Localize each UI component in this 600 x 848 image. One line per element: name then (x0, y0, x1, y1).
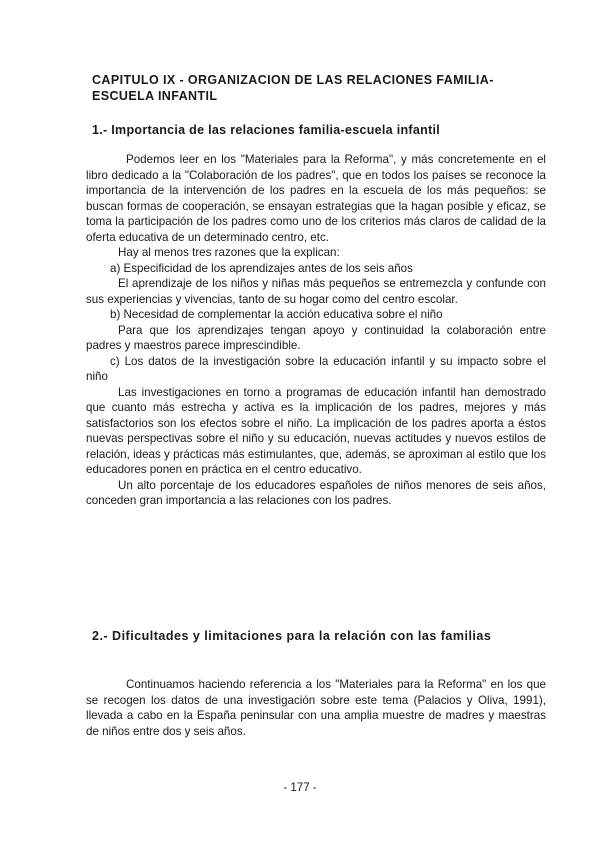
paragraph: Para que los aprendizajes tengan apoyo y continuidad la colaboración entre padres y maestros parece imprescindible. (86, 323, 546, 352)
paragraph: Un alto porcentaje de los educadores españoles de niños menores de seis años, conceden gran importancia a las relaciones con los padres. (86, 478, 546, 507)
section-2-body (86, 677, 546, 739)
section-2-heading: 2.- Dificultades y limitaciones para la relación con las familias (92, 629, 492, 643)
paragraph: Hay al menos tres razones que la explican: (118, 246, 340, 259)
list-item-b: b) Necesidad de complementar la acción educativa sobre el niño (110, 308, 443, 321)
chapter-title: CAPITULO IX - ORGANIZACION DE LAS RELACIONES FAMILIA-ESCUELA INFANTIL (92, 73, 494, 103)
list-item-c: c) Los datos de la investigación sobre la educación infantil y su impacto sobre el niño (86, 354, 546, 383)
paragraph: Las investigaciones en torno a programas de educación infantil han demostrado que cuanto más estrecha y activa es la implicación de los padres, mejores y más satisfactorios son los efectos sobre el niño. La implicación de los padres aporta a éstos nuevas perspectivas sobre el niño y su educación, nuevas actitudes y nuevos estilos de relación, ideas y prácticas más estimulantes, que, además, se aproximan al estilo que los educadores ponen en práctica en el centro educativo. (86, 385, 546, 476)
paragraph: Continuamos haciendo referencia a los "Materiales para la Reforma" en los que se recogen los datos de una investigación sobre este tema (Palacios y Oliva, 1991), llevada a cabo en la España peninsular con una amplia muestre de madres y maestras de niños entre dos y seis años. (86, 678, 546, 738)
page-number: - 177 - (283, 782, 317, 794)
section-1-heading: 1.- Importancia de las relaciones familia-escuela infantil (92, 123, 441, 137)
paragraph: El aprendizaje de los niños y niñas más pequeños se entremezcla y confunde con sus experiencias y vivencias, tanto de su hogar como del centro escolar. (86, 277, 546, 306)
paragraph: Podemos leer en los "Materiales para la Reforma", y más concretemente en el libro dedicado a la "Colaboración de los padres", que en todos los países se reconoce la importancia de la intervención de los padres en la escuela de los más pequeños: se buscan formas de cooperación, se ensayan estrategias que la hagan posible y eficaz, se toma la participación de los padres como uno de los criterios más claros de calidad de la oferta educativa de un determinado centro, etc. (86, 153, 546, 244)
list-item-a: a) Especificidad de los aprendizajes antes de los seis años (110, 261, 413, 275)
section-1-body (86, 152, 546, 509)
